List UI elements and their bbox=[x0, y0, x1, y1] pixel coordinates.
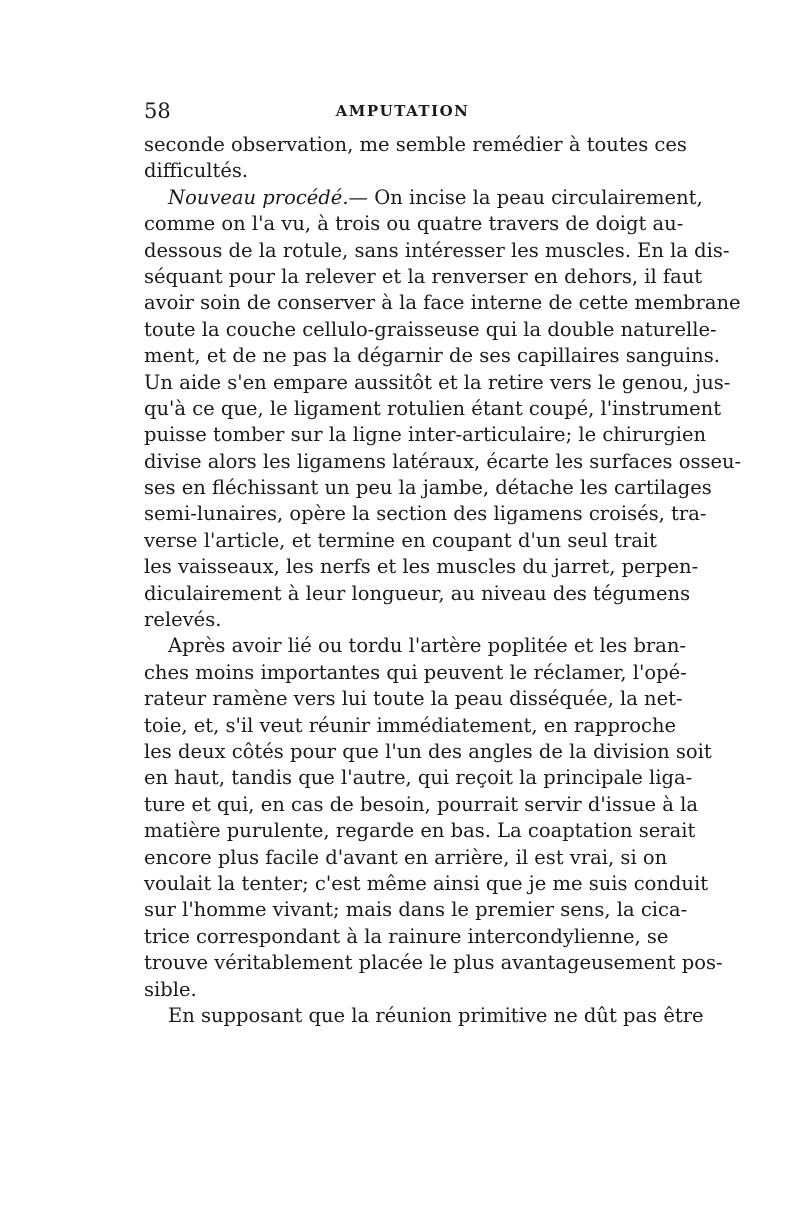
text-line: toie, et, s'il veut réunir immédiatement, en rapproche bbox=[144, 713, 677, 737]
text-line: séquant pour la relever et la renverser en dehors, il faut bbox=[144, 264, 703, 288]
text-line: diculairement à leur longueur, au niveau des tégumens bbox=[144, 581, 691, 605]
text-line: trouve véritablement placée le plus avantageusement pos- bbox=[144, 951, 723, 975]
text-line: verse l'article, et termine en coupant d'un seul trait bbox=[144, 528, 657, 552]
text-line: comme on l'a vu, à trois ou quatre travers de doigt au- bbox=[144, 212, 684, 236]
text-line: qu'à ce que, le ligament rotulien étant coupé, l'instrument bbox=[144, 396, 722, 420]
text-line: rateur ramène vers lui toute la peau disséquée, la net- bbox=[144, 687, 683, 711]
text-line: seconde observation, me semble remédier à toutes ces bbox=[144, 133, 687, 156]
text-line: Après avoir lié ou tordu l'artère poplitée et les bran- bbox=[168, 634, 687, 658]
text-line: puisse tomber sur la ligne inter-articulaire; le chirurgien bbox=[144, 423, 707, 447]
text-line: Un aide s'en empare aussitôt et la retire vers le genou, jus- bbox=[144, 370, 731, 394]
text-line: matière purulente, regarde en bas. La coaptation serait bbox=[144, 819, 696, 843]
text-line: En supposant que la réunion primitive ne dût pas être bbox=[168, 1003, 704, 1027]
text-line: les vaisseaux, les nerfs et les muscles du jarret, perpen- bbox=[144, 555, 699, 579]
running-head bbox=[140, 97, 665, 127]
text-line: trice correspondant à la rainure intercondylienne, se bbox=[144, 924, 669, 948]
text-line: ses en fléchissant un peu la jambe, détache les cartilages bbox=[144, 476, 712, 500]
text-line: dessous de la rotule, sans intéresser les muscles. En la dis- bbox=[144, 238, 730, 262]
body-text bbox=[144, 132, 742, 1029]
text-line: encore plus facile d'avant en arrière, il est vrai, si on bbox=[144, 845, 668, 869]
text-line: sur l'homme vivant; mais dans le premier sens, la cica- bbox=[144, 898, 688, 922]
running-title: AMPUTATION bbox=[335, 102, 470, 120]
page-number: 58 bbox=[144, 99, 171, 123]
text-line: toute la couche cellulo-graisseuse qui la double naturelle- bbox=[144, 317, 717, 341]
text-line: ches moins importantes qui peuvent le réclamer, l'opé- bbox=[144, 660, 687, 684]
section-heading-italic: Nouveau procédé. bbox=[168, 185, 349, 209]
text-line: divise alors les ligamens latéraux, écarte les surfaces osseu- bbox=[144, 449, 742, 473]
text-line: relevés. bbox=[144, 608, 222, 632]
text-line: les deux côtés pour que l'un des angles de la division soit bbox=[144, 739, 712, 763]
text-line: voulait la tenter; c'est même ainsi que je me suis conduit bbox=[144, 871, 709, 895]
text-line: ture et qui, en cas de besoin, pourrait servir d'issue à la bbox=[144, 792, 698, 816]
text-line: semi-lunaires, opère la section des ligamens croisés, tra- bbox=[144, 502, 707, 526]
text-line: en haut, tandis que l'autre, qui reçoit la principale liga- bbox=[144, 766, 693, 790]
text-line: ment, et de ne pas la dégarnir de ses capillaires sanguins. bbox=[144, 344, 720, 368]
text-fragment: — On incise la peau circulairement, bbox=[348, 185, 703, 209]
text-line: sible. bbox=[144, 977, 197, 1001]
text-line: difficultés. bbox=[144, 159, 249, 183]
text-line: avoir soin de conserver à la face interne de cette membrane bbox=[144, 291, 741, 315]
text-line bbox=[144, 185, 703, 211]
